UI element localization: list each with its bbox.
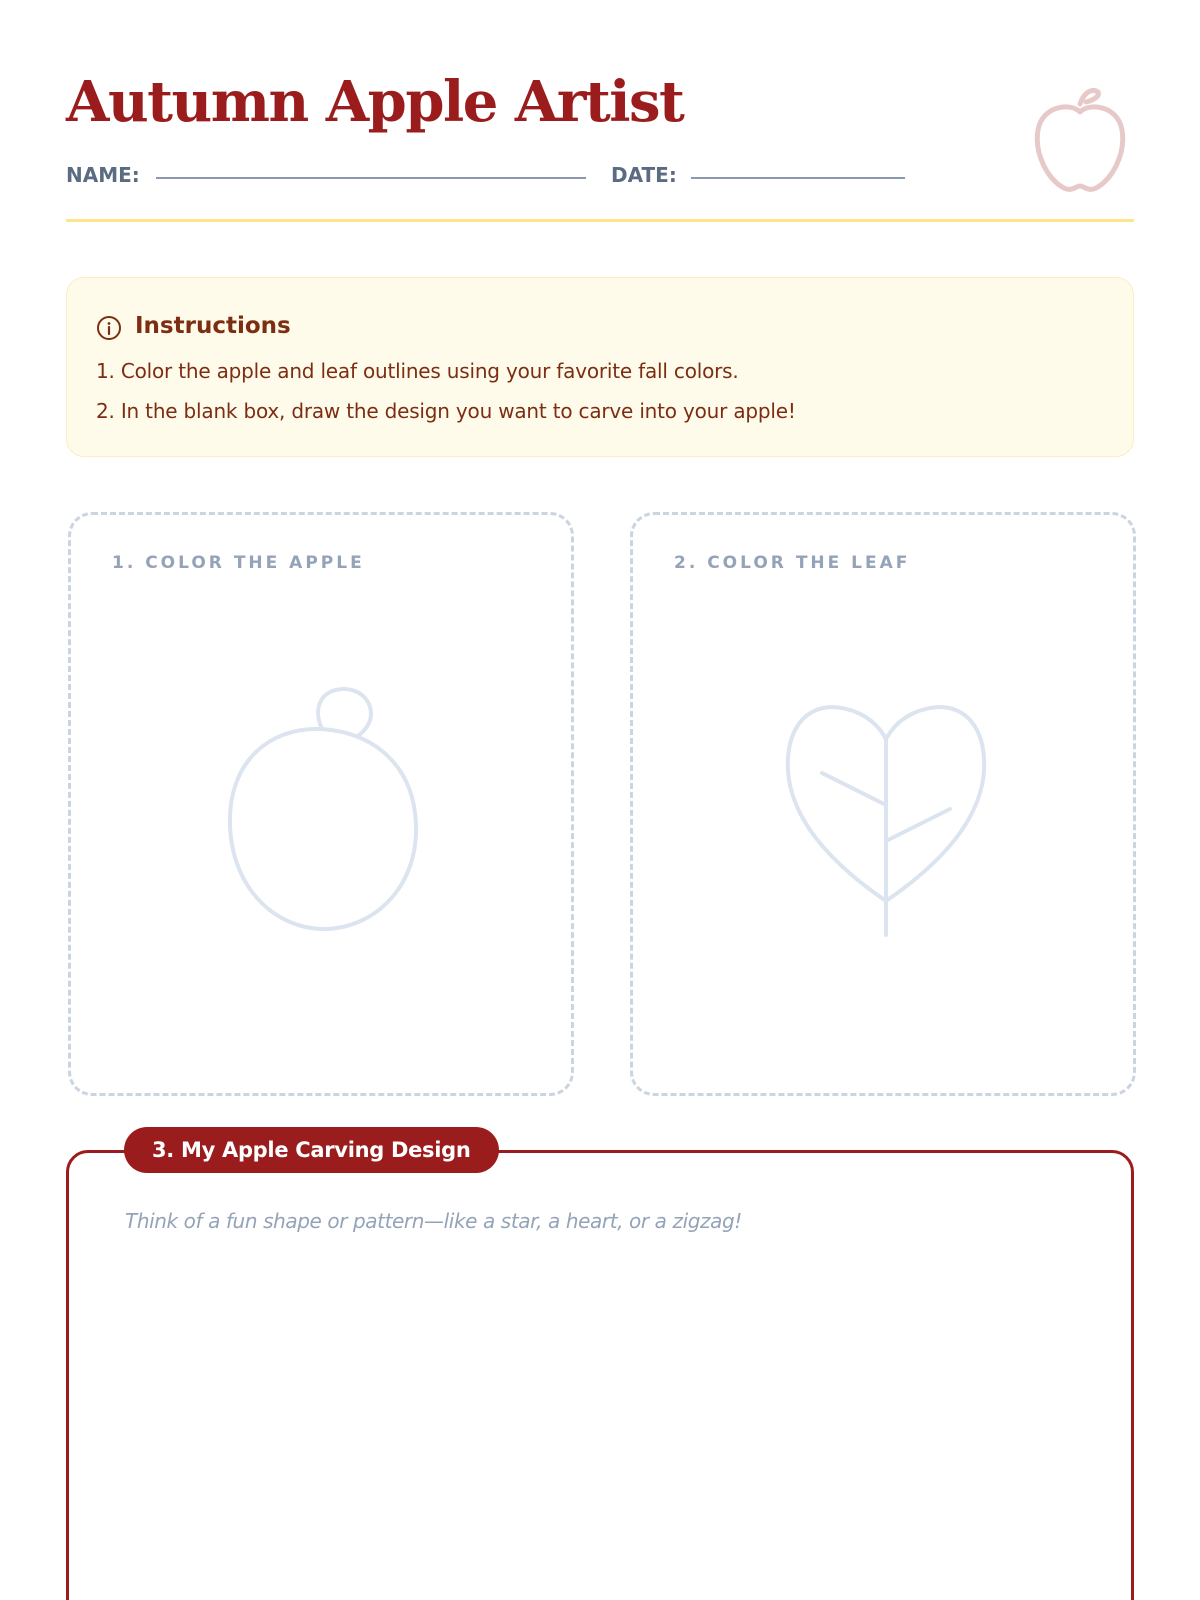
apple-outline-icon <box>1028 88 1132 192</box>
info-circle-icon <box>96 315 122 341</box>
color-apple-panel[interactable] <box>68 512 574 1096</box>
instructions-box <box>66 277 1134 457</box>
instruction-step: 2. In the blank box, draw the design you want to carve into your apple! <box>96 399 796 423</box>
panel-label: 2. COLOR THE LEAF <box>674 553 911 573</box>
carving-section-label: 3. My Apple Carving Design <box>124 1127 499 1173</box>
name-line[interactable] <box>156 177 586 179</box>
panel-label: 1. COLOR THE APPLE <box>112 553 365 573</box>
header-divider <box>66 219 1134 222</box>
leaf-outline-icon[interactable] <box>766 667 1006 967</box>
worksheet-title: Autumn Apple Artist <box>66 69 684 135</box>
apple-outline-icon[interactable] <box>204 667 444 967</box>
date-label: DATE: <box>611 163 677 187</box>
color-leaf-panel[interactable] <box>630 512 1136 1096</box>
instructions-title: Instructions <box>135 313 291 339</box>
name-label: NAME: <box>66 163 140 187</box>
carving-hint: Think of a fun shape or pattern—like a star, a heart, or a zigzag! <box>125 1209 742 1233</box>
date-line[interactable] <box>691 177 905 179</box>
instruction-step: 1. Color the apple and leaf outlines using your favorite fall colors. <box>96 359 739 383</box>
